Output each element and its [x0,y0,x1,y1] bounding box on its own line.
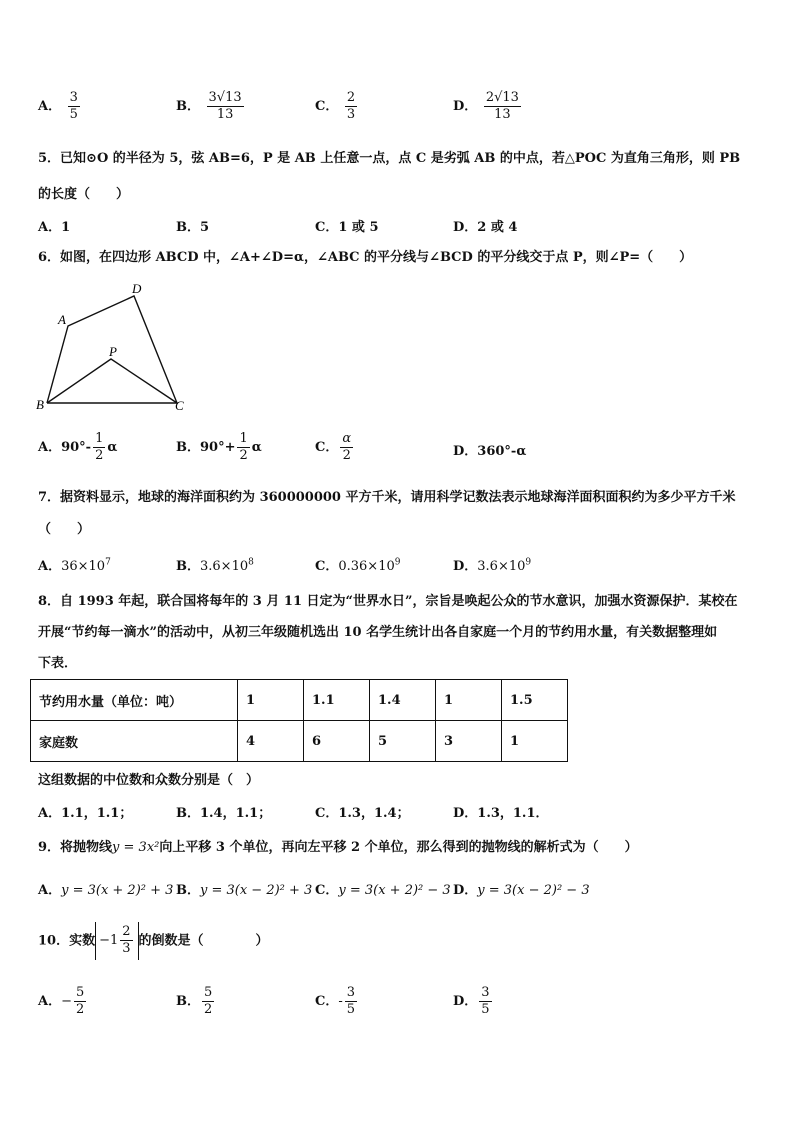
q10-option-b: B． $\frac{5}{2}$ [176,985,213,1017]
q7-stem-line1: 7．据资料显示，地球的海洋面积约为 360000000 平方千米，请用科学记数法表示地球海洋面积面积约为多少平方千米 [38,490,736,505]
water-saving-table [30,679,568,762]
table-cell: 5 [370,721,436,762]
q6-option-b: B．90°+ $\frac{1}{2}$ α [176,431,262,463]
fraction: $\frac{1}{2}$ [95,431,104,463]
q8-stem-line3: 下表． [38,656,78,671]
q7-option-d: D．$3.6\times 10^9$ [453,557,532,574]
table-cell: 4 [238,721,304,762]
q4-option-c: C． $\frac{2}{3}$ [315,90,356,122]
fraction: $\frac{3}{5}$ [346,985,356,1017]
table-cell: 6 [304,721,370,762]
q5-option-c: C．1 或 5 [315,220,379,235]
q10-option-c: C．- $\frac{3}{5}$ [315,985,356,1017]
q4-option-a: A． $\frac{3}{5}$ [38,90,78,122]
q5-option-d: D．2 或 4 [453,220,518,235]
q6-option-d: D．360°-α [453,444,527,459]
q9-stem: 9．将抛物线y = 3x²向上平移 3 个单位，再向左平移 2 个单位，那么得到的抛物线的解析式为（ ） [38,840,638,855]
vertex-label-b: B [36,397,44,412]
fraction: $\frac{2√13}{13}$ [485,90,519,122]
vertex-label-c: C [175,398,184,413]
q6-option-a: A．90°- $\frac{1}{2}$ α [38,431,118,463]
q8-option-c: C．1.3，1.4； [315,806,410,821]
q8-option-d: D．1.3，1.1． [453,806,549,821]
q5-option-a: A．1 [38,220,71,235]
table-cell: 3 [436,721,502,762]
fraction: $\frac{5}{2}$ [204,985,213,1017]
table-cell: 1 [436,680,502,721]
q5-option-b: B．5 [176,220,210,235]
q8-option-b: B．1.4，1.1； [176,806,272,821]
fraction: $\frac{2}{3}$ [346,90,356,122]
table-cell: 1 [238,680,304,721]
q9-option-d: D．y = 3(x − 2)² − 3 [453,883,590,898]
q10-stem: 10．实数 −1 $\frac{2}{3}$ 的倒数是（ ） [38,922,269,961]
fraction: $\frac{5}{2}$ [76,985,85,1017]
fraction: $\frac{2}{3}$ [122,924,131,956]
q9-option-b: B．y = 3(x − 2)² + 3 [176,883,313,898]
q7-option-a: A．$36\times 10^7$ [38,557,111,574]
fraction: $\frac{3√13}{13}$ [208,90,242,122]
table-cell: 节约用水量（单位：吨） [31,680,238,721]
q8-stem-line1: 8．自 1993 年起，联合国将每年的 3 月 11 日定为“世界水日”，宗旨是唤起公众的节水意识，加强水资源保护．某校在 [38,594,738,609]
table-cell: 1.1 [304,680,370,721]
q9-option-c: C．y = 3(x + 2)² − 3 [315,883,451,898]
q4-option-d: D． $\frac{2√13}{13}$ [453,90,519,122]
table-cell: 1 [502,721,568,762]
fraction: $\frac{3}{5}$ [481,985,490,1017]
vertex-label-p: P [109,344,117,359]
vertex-label-a: A [58,312,66,327]
fraction: $\frac{1}{2}$ [239,431,248,463]
q8-option-a: A．1.1，1.1； [38,806,133,821]
q7-stem-line2: （ ） [38,522,91,537]
q5-stem-line1: 5．已知⊙O 的半径为 5，弦 AB=6，P 是 AB 上任意一点，点 C 是劣弧 AB 的中点，若△POC 为直角三角形，则 PB [38,151,741,166]
q7-option-c: C．$0.36\times 10^9$ [315,557,401,574]
vertex-label-d: D [132,281,142,296]
bisector-lines [47,359,177,403]
table-cell: 家庭数 [31,721,238,762]
quadrilateral-figure [30,278,200,418]
q7-option-b: B．$3.6\times 10^8$ [176,557,254,574]
table-row [31,680,568,721]
q8-question: 这组数据的中位数和众数分别是（ ） [38,773,260,788]
fraction: $\frac{3}{5}$ [69,90,78,122]
q9-option-a: A．y = 3(x + 2)² + 3 [38,883,174,898]
table-cell: 1.5 [502,680,568,721]
fraction: $\frac{\alpha}{2}$ [342,431,352,463]
q10-option-d: D． $\frac{3}{5}$ [453,985,490,1017]
absolute-value: −1 $\frac{2}{3}$ [95,922,138,960]
q4-option-b: B． $\frac{3√13}{13}$ [176,90,242,122]
table-row [31,721,568,762]
table-cell: 1.4 [370,680,436,721]
q5-stem-line2: 的长度（ ） [38,187,130,202]
q6-option-c: C． $\frac{\alpha}{2}$ [315,431,352,463]
q6-stem: 6．如图，在四边形 ABCD 中，∠A+∠D=α，∠ABC 的平分线与∠BCD 的平分线交于点 P，则∠P=（ ） [38,250,693,265]
q10-option-a: A．− $\frac{5}{2}$ [38,985,85,1017]
q8-stem-line2: 开展“节约每一滴水”的活动中，从初三年级随机选出 10 名学生统计出各自家庭一个月的节约用水量，有关数据整理如 [38,625,718,640]
